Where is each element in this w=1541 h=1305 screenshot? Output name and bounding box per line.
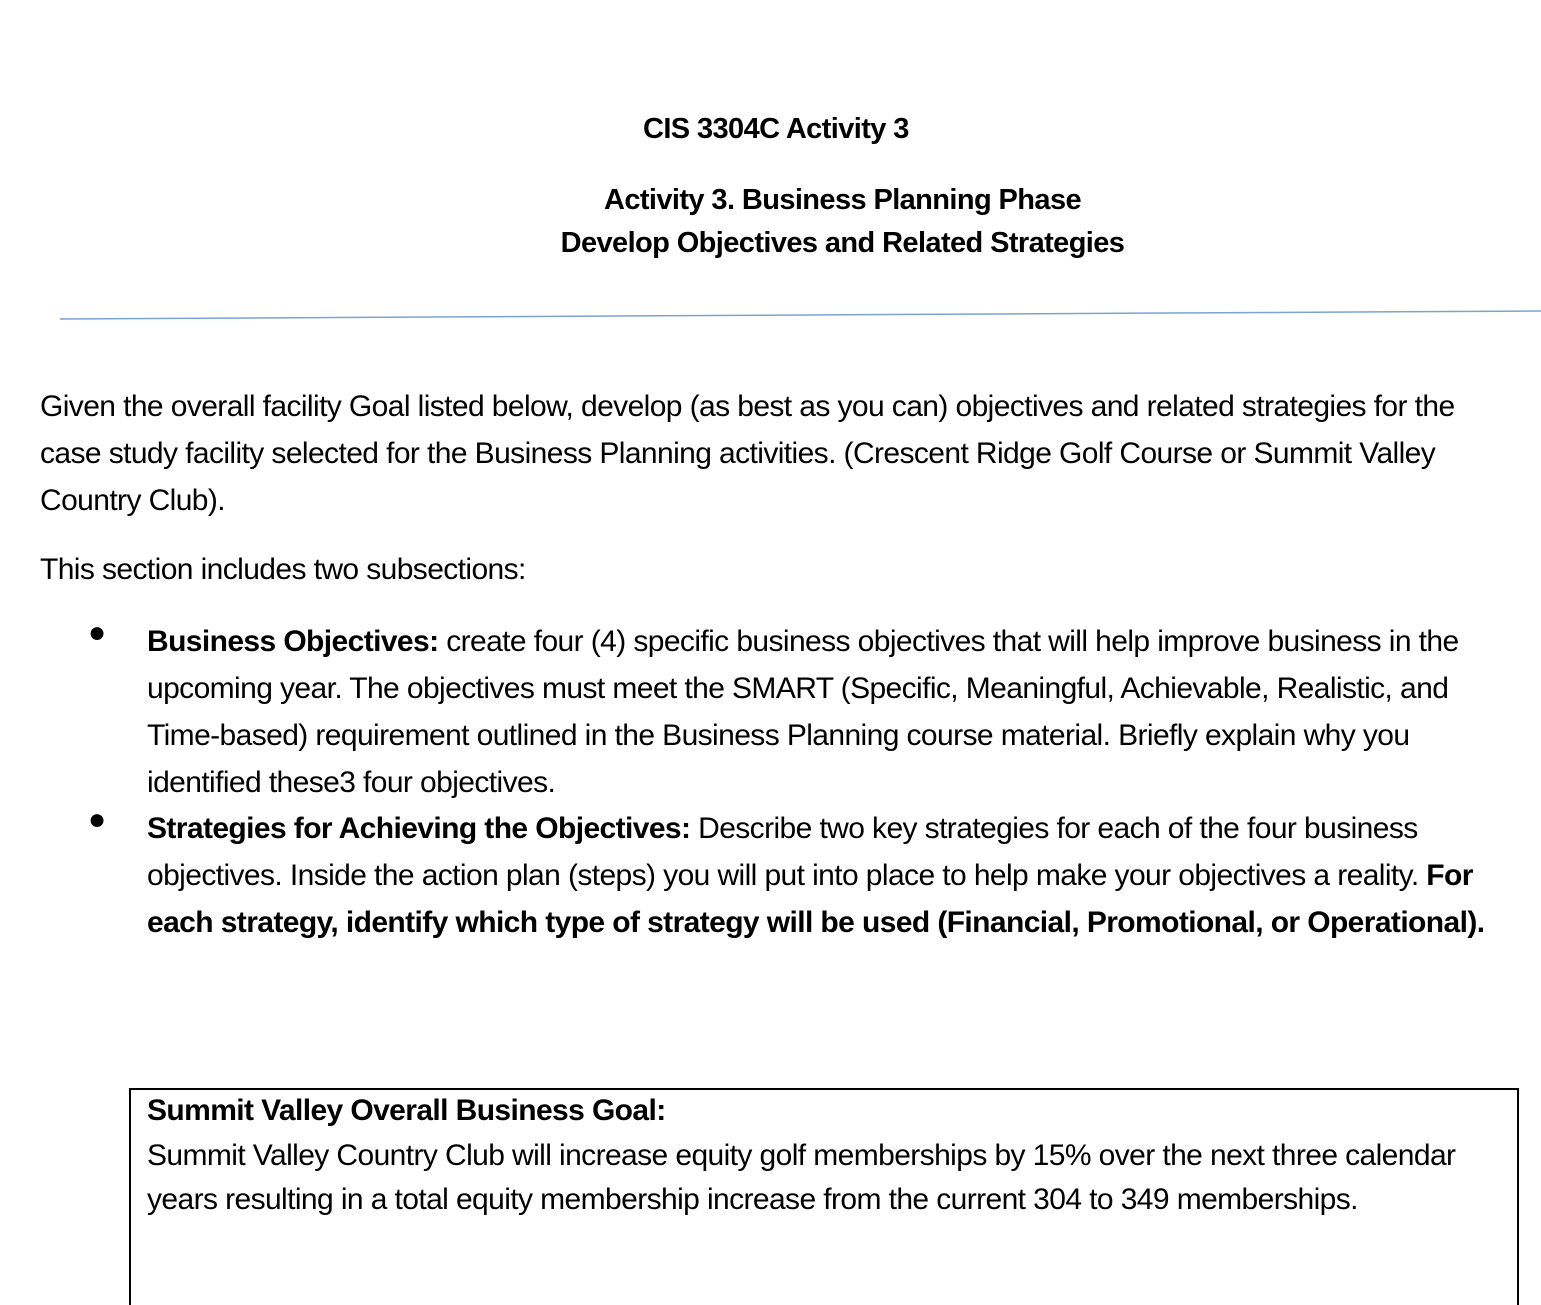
list-item-business-objectives [147,618,1527,806]
goal-title: Summit Valley Overall Business Goal: [147,1094,666,1127]
intro-paragraph: Given the overall facility Goal listed below, develop (as best as you can) objectives and related strategies for the case study facility selected for the Business Planning activities. (Crescent Ridge Golf Course or Summit Valley Country Club). [40,390,1455,517]
bullet-icon: ● [88,616,107,649]
goal-text: Summit Valley Country Club will increase equity golf memberships by 15% over the next three calendar years resulting in a total equity membership increase from the current 304 to 349 memberships. [147,1139,1456,1216]
list-item-emphasis: For each strategy, identify which type of strategy will be used (Financial, Promotional, or Operational). [147,859,1485,939]
header-divider [0,0,1541,330]
list-item-lead: Business Objectives: [147,625,439,658]
subsections-intro: This section includes two subsections: [40,553,526,586]
list-item-lead: Strategies for Achieving the Objectives: [147,812,691,845]
document-title: CIS 3304C Activity 3 [643,113,909,145]
activity-subheading: Develop Objectives and Related Strategies [560,227,1125,259]
list-item-text: create four (4) specific business objectives that will help improve business in the upcoming year. The objectives must meet the SMART (Specific, Meaningful, Achievable, Realistic, and Time-based) requirement outlined in the Business Planning course material. Briefly explain why you identified these3 four objectives. [147,625,1459,799]
bullet-icon: ● [88,803,107,836]
divider-line [60,311,1541,319]
list-item-text: Describe two key strategies for each of the four business objectives. Inside the action plan (steps) you will put into place to help make your objectives a reality. [147,812,1427,892]
list-item-strategies [147,805,1527,946]
activity-heading: Activity 3. Business Planning Phase [604,184,1081,216]
